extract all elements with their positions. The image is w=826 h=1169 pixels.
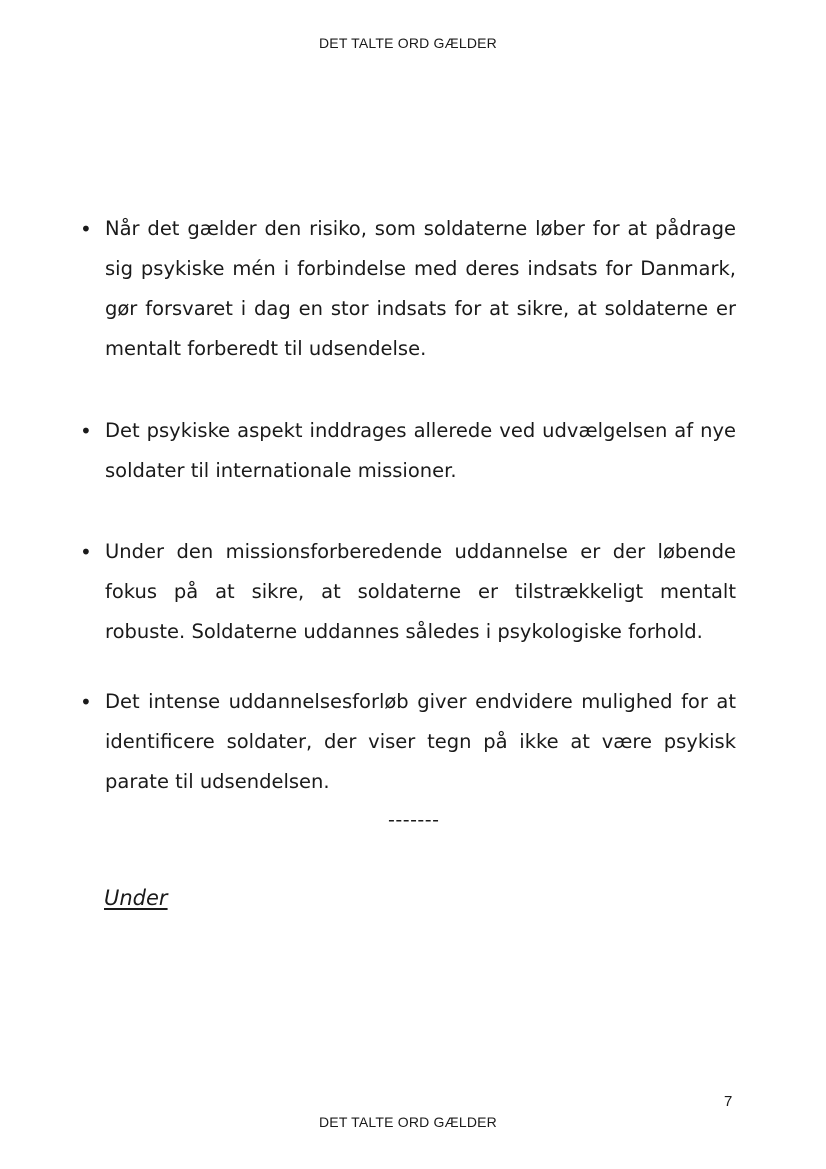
- bullet-item: [80, 532, 736, 652]
- bullet-point-icon: •: [80, 690, 92, 714]
- page-header: DET TALTE ORD GÆLDER: [319, 35, 497, 51]
- bullet-text: Det psykiske aspekt inddrages allerede ved udvælgelsen af nye soldater til internationale missioner.: [105, 419, 736, 482]
- section-separator: -------: [388, 809, 440, 831]
- bullet-point-icon: •: [80, 540, 92, 564]
- bullet-text: Under den missionsforberedende uddannelse er der løbende fokus på at sikre, at soldaterne er tilstrækkeligt mentalt robuste. Soldaterne uddannes således i psykologiske forhold.: [105, 540, 736, 643]
- section-heading: Under: [104, 886, 168, 910]
- page-number: 7: [724, 1093, 733, 1110]
- page-footer: DET TALTE ORD GÆLDER: [319, 1114, 497, 1130]
- bullet-text: Når det gælder den risiko, som soldaterne løber for at pådrage sig psykiske mén i forbindelse med deres indsats for Danmark, gør forsvaret i dag en stor indsats for at sikre, at soldaterne er mentalt forberedt til udsendelse.: [105, 217, 736, 360]
- bullet-point-icon: •: [80, 217, 92, 241]
- bullet-text: Det intense uddannelsesforløb giver endvidere mulighed for at identificere soldater, der viser tegn på ikke at være psykisk parate til udsendelsen.: [105, 690, 736, 793]
- bullet-item: [80, 411, 736, 491]
- bullet-item: [80, 682, 736, 802]
- bullet-point-icon: •: [80, 419, 92, 443]
- bullet-item: [80, 209, 736, 369]
